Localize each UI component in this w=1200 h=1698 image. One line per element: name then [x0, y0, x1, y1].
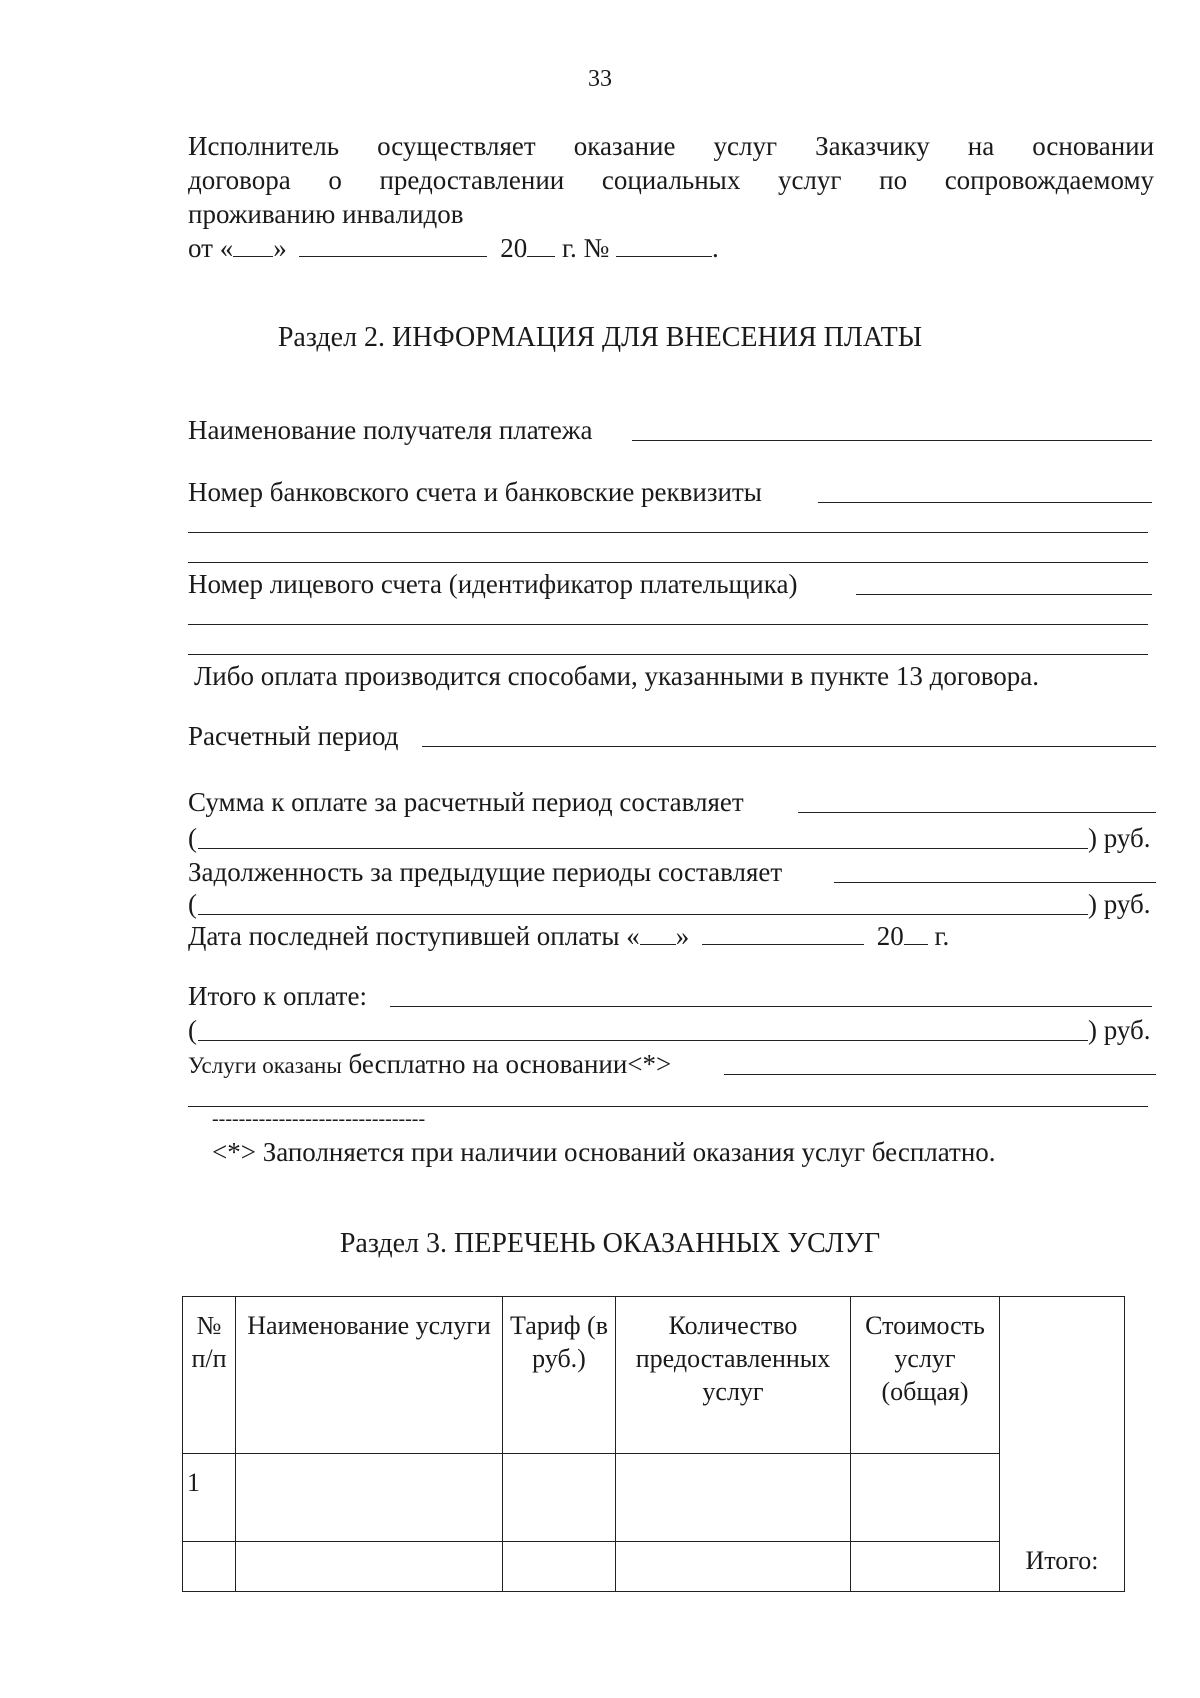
table-row — [183, 1542, 1125, 1592]
table-row — [183, 1454, 1125, 1542]
sum-field[interactable] — [798, 812, 1156, 813]
sum-words-field[interactable] — [198, 848, 1088, 849]
bank-field-line-3[interactable] — [188, 562, 1148, 563]
recipient-label: Наименование получателя платежа — [188, 415, 593, 445]
account-field-line-2[interactable] — [188, 624, 1148, 625]
debt-words-field[interactable] — [198, 914, 1088, 915]
table-header-row — [183, 1297, 1125, 1454]
total-cell — [1000, 1297, 1125, 1592]
last-payment-day-field — [640, 920, 676, 945]
contract-month-field — [299, 232, 487, 257]
row-2-cost[interactable] — [851, 1542, 1000, 1592]
section-2-title: Раздел 2. ИНФОРМАЦИЯ ДЛЯ ВНЕСЕНИЯ ПЛАТЫ — [277, 322, 923, 353]
intro-line-2: договора о предоставлении социальных услуг по сопровождаемому — [188, 165, 1155, 195]
row-2-service-name[interactable] — [236, 1542, 503, 1592]
last-payment-line[interactable]: Дата последней поступившей оплаты « » 20 г. — [188, 921, 950, 951]
period-label: Расчетный период — [188, 721, 399, 751]
account-field-line-3[interactable] — [188, 654, 1148, 655]
header-quantity: Количество предоставленных услуг — [616, 1297, 851, 1454]
last-payment-month-field — [702, 920, 864, 945]
header-tariff: Тариф (в руб.) — [503, 1297, 616, 1454]
row-2-quantity[interactable] — [616, 1542, 851, 1592]
row-2-number[interactable] — [183, 1542, 236, 1592]
row-1-tariff[interactable] — [503, 1454, 616, 1542]
row-1-cost[interactable] — [851, 1454, 1000, 1542]
header-service-name: Наименование услуги — [236, 1297, 503, 1454]
row-1-quantity[interactable] — [616, 1454, 851, 1542]
debt-label: Задолженность за предыдущие периоды составляет — [188, 857, 783, 887]
row-2-tariff[interactable] — [503, 1542, 616, 1592]
section-3-title: Раздел 3. ПЕРЕЧЕНЬ ОКАЗАННЫХ УСЛУГ — [339, 1228, 881, 1259]
total-rub: ) руб. — [1088, 1015, 1151, 1045]
footnote-text: <*> Заполняется при наличии оснований оказания услуг бесплатно. — [212, 1137, 996, 1167]
free-services-label: Услуги оказаны бесплатно на основании<*> — [188, 1049, 672, 1079]
intro-line-1: Исполнитель осуществляет оказание услуг Заказчику на основании — [188, 131, 1155, 161]
free-services-field-line-2[interactable] — [188, 1106, 1148, 1107]
recipient-field[interactable] — [632, 440, 1152, 441]
contract-number-field — [616, 232, 712, 257]
debt-field[interactable] — [834, 882, 1156, 883]
bank-field-line-2[interactable] — [188, 532, 1148, 533]
last-payment-year-field — [904, 920, 928, 945]
bank-field[interactable] — [818, 502, 1152, 503]
page-number: 33 — [588, 66, 612, 92]
intro-line-3: проживанию инвалидов — [188, 199, 464, 229]
free-services-field[interactable] — [724, 1074, 1156, 1075]
footnote-separator: -------------------------------- — [212, 1108, 426, 1130]
sum-label: Сумма к оплате за расчетный период составляет — [188, 787, 744, 817]
debt-rub: ) руб. — [1088, 889, 1151, 919]
total-words-field[interactable] — [198, 1040, 1088, 1041]
total-words-open: ( — [188, 1015, 197, 1045]
services-table — [182, 1296, 1125, 1592]
alternative-payment: Либо оплата производится способами, указанными в пункте 13 договора. — [194, 661, 1040, 691]
header-number: № п/п — [183, 1297, 236, 1454]
contract-year-field — [527, 232, 555, 257]
sum-words-open: ( — [188, 823, 197, 853]
row-1-service-name[interactable] — [236, 1454, 503, 1542]
debt-words-open: ( — [188, 889, 197, 919]
sum-rub: ) руб. — [1088, 823, 1151, 853]
total-field[interactable] — [390, 1006, 1152, 1007]
header-cost: Стоимость услуг (общая) — [851, 1297, 1000, 1454]
account-field[interactable] — [856, 594, 1152, 595]
contract-date-line[interactable]: от « » 20 г. № . — [188, 233, 719, 263]
total-label: Итого к оплате: — [188, 981, 367, 1011]
account-label: Номер лицевого счета (идентификатор плательщика) — [188, 569, 798, 599]
total-text: Итого: — [1025, 1546, 1099, 1575]
bank-label: Номер банковского счета и банковские реквизиты — [188, 477, 762, 507]
period-field[interactable] — [422, 746, 1156, 747]
contract-day-field — [233, 232, 273, 257]
row-1-number: 1 — [183, 1454, 236, 1542]
